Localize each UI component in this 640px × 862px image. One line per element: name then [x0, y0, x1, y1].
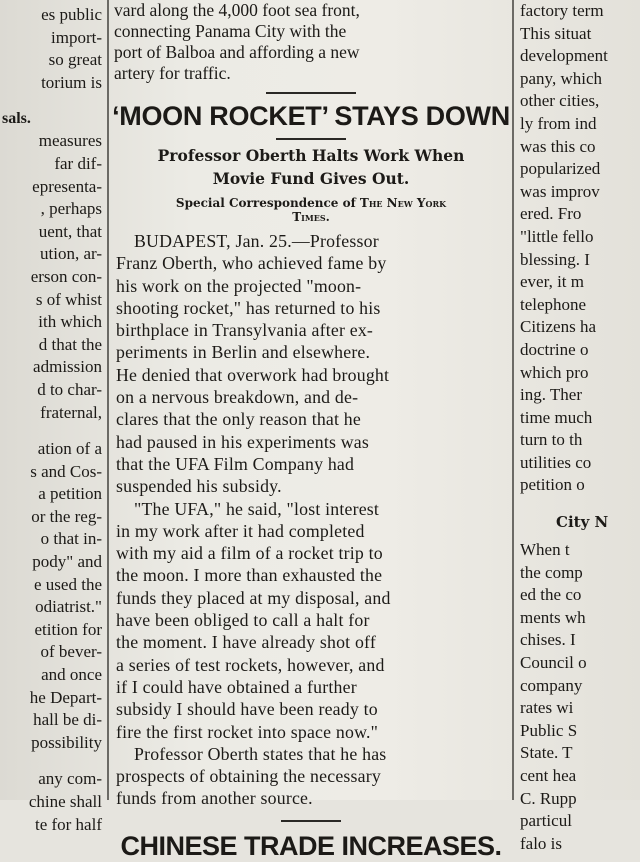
right-line: popularized [520, 159, 601, 179]
article-line: fire the first rocket into space now." [116, 721, 379, 742]
left-subhead: sals. [2, 110, 31, 128]
article-line: suspended his subsidy. [116, 476, 282, 497]
left-line: ation of a [37, 439, 102, 459]
headline-rule [276, 138, 346, 140]
right-line: ly from ind [520, 113, 597, 133]
credit-prefix: Special Correspondence of [175, 196, 356, 210]
left-line: te for half [34, 814, 102, 834]
right-line: Citizens ha [520, 317, 597, 337]
prev-article-line: artery for traffic. [114, 63, 231, 83]
right-line: telephone [520, 294, 587, 314]
right-line: falo is [520, 833, 563, 853]
next-article-headline: CHINESE TRADE INCREASES. [120, 830, 502, 861]
left-line: s and Cos- [30, 461, 102, 481]
column-rule-right [512, 0, 514, 800]
article-line: Professor Oberth states that he has [134, 743, 387, 764]
left-line: torium is [41, 72, 102, 92]
article-line: shooting rocket," has returned to his [116, 297, 381, 318]
left-line: measures [38, 131, 102, 151]
article-line: had paused in his experiments was [116, 431, 370, 452]
left-line: odiatrist." [35, 597, 102, 617]
left-line: fraternal, [40, 402, 102, 422]
left-line: e used the [34, 574, 102, 594]
right-line: ing. Ther [520, 385, 583, 405]
right-line: petition o [520, 475, 585, 495]
article-line: prospects of obtaining the necessary [116, 766, 381, 787]
left-line: far dif- [54, 153, 102, 173]
article-line: funds from another source. [116, 788, 313, 809]
article-line: periments in Berlin and elsewhere. [116, 342, 371, 363]
separator-rule [281, 820, 341, 822]
left-line: , perhaps [40, 199, 102, 219]
left-line: erson con- [30, 266, 102, 286]
left-line: he Depart- [29, 687, 102, 707]
credit-paper: The New York [359, 196, 447, 210]
left-line: d to char- [37, 379, 102, 399]
left-line: any com- [38, 769, 102, 789]
article-line: subsidy I should have been ready to [116, 699, 378, 720]
article-line: if I could have obtained a further [116, 676, 357, 697]
article-line: have been obliged to call a halt for [116, 610, 370, 631]
left-line: epresenta- [32, 176, 102, 196]
article-column [112, 0, 510, 861]
correspondent-credit [112, 196, 510, 224]
right-line: ered. Fro [520, 204, 582, 224]
left-line [0, 754, 106, 768]
left-column [0, 0, 106, 834]
right-line: "little fello [520, 226, 594, 246]
article-line: Franz Oberth, who achieved fame by [116, 253, 387, 274]
right-line: was improv [520, 181, 600, 201]
right-subhead: City N [556, 513, 609, 532]
article-line: clares that the only reason that he [116, 409, 361, 430]
right-line: pany, which [520, 68, 602, 88]
right-line: Council o [520, 653, 587, 673]
left-line: of bever- [40, 642, 102, 662]
prev-article-line: vard along the 4,000 foot sea front, [114, 0, 360, 20]
deck-line: Movie Fund Gives Out. [212, 169, 410, 188]
right-line: ever, it m [520, 272, 584, 292]
column-rule-left [107, 0, 109, 800]
article-body [112, 230, 510, 810]
article-line: He denied that overwork had brought [116, 364, 390, 385]
article-deck [112, 144, 510, 190]
right-line: company [520, 675, 583, 695]
right-body-top [516, 0, 640, 497]
left-line: chine shall [28, 792, 102, 811]
article-line: that the UFA Film Company had [116, 453, 355, 474]
right-line: utilities co [520, 452, 592, 472]
left-line: a petition [38, 484, 102, 504]
article-line: on a nervous breakdown, and de- [116, 387, 359, 408]
left-line: o that in- [40, 529, 102, 549]
credit-suffix: Times. [292, 210, 330, 224]
right-line: particul [520, 811, 572, 831]
right-line: When t [520, 540, 570, 560]
left-line: ith which [38, 312, 102, 332]
left-line: d that the [38, 334, 102, 354]
prev-article-line: connecting Panama City with the [114, 21, 347, 41]
left-line: admission [33, 357, 102, 377]
left-line: s of whist [35, 289, 102, 309]
prev-article-line: port of Balboa and affording a new [114, 42, 360, 62]
article-line: in my work after it had completed [116, 520, 365, 541]
left-line: or the reg- [31, 506, 102, 526]
right-line: doctrine o [520, 339, 589, 359]
article-line: with my aid a film of a rocket trip to [116, 543, 383, 564]
right-line: development [520, 46, 608, 66]
right-line: cent hea [520, 766, 577, 785]
article-line: the moment. I have already shot off [116, 632, 376, 653]
left-line: possibility [31, 732, 102, 752]
right-line: the comp [520, 562, 583, 582]
left-line: import- [51, 27, 102, 47]
right-line: which pro [520, 362, 589, 382]
left-line: so great [48, 50, 102, 70]
left-line: hall be di- [33, 710, 102, 730]
left-line [0, 424, 106, 438]
left-line: ution, ar- [40, 244, 102, 264]
article-line: BUDAPEST, Jan. 25.—Professor [134, 231, 379, 251]
right-line: factory term [520, 1, 604, 20]
right-line: was this co [520, 136, 596, 156]
left-line: uent, that [38, 221, 102, 241]
right-line: Public S [520, 720, 578, 740]
right-line: rates wi [520, 698, 574, 718]
article-line: his work on the projected "moon- [116, 275, 362, 296]
article-line: birthplace in Transylvania after ex- [116, 320, 374, 341]
article-headline: ‘MOON ROCKET’ STAYS DOWN [112, 101, 510, 131]
left-line: es public [41, 5, 102, 24]
separator-rule [266, 92, 356, 94]
article-line: funds they placed at my disposal, and [116, 587, 391, 608]
right-line: C. Rupp [520, 788, 577, 808]
left-line: etition for [34, 619, 102, 639]
right-line: State. T [520, 743, 573, 763]
right-line: ed the co [520, 585, 582, 605]
article-line: a series of test rockets, however, and [116, 654, 385, 675]
left-line: pody" and [32, 552, 102, 572]
left-line: and once [41, 665, 102, 685]
right-body [516, 539, 640, 855]
right-line: blessing. I [520, 249, 590, 269]
right-line: turn to th [520, 430, 583, 450]
article-line: the moon. I more than exhausted the [116, 565, 383, 586]
article-line: "The UFA," he said, "lost interest [134, 498, 380, 519]
right-column [516, 0, 640, 853]
right-line: time much [520, 407, 593, 427]
right-line: ments wh [520, 607, 586, 627]
right-line: other cities, [520, 91, 600, 111]
right-line: chises. I [520, 630, 576, 650]
left-body [0, 130, 106, 836]
right-line: This situat [520, 23, 592, 43]
deck-line: Professor Oberth Halts Work When [157, 146, 465, 165]
